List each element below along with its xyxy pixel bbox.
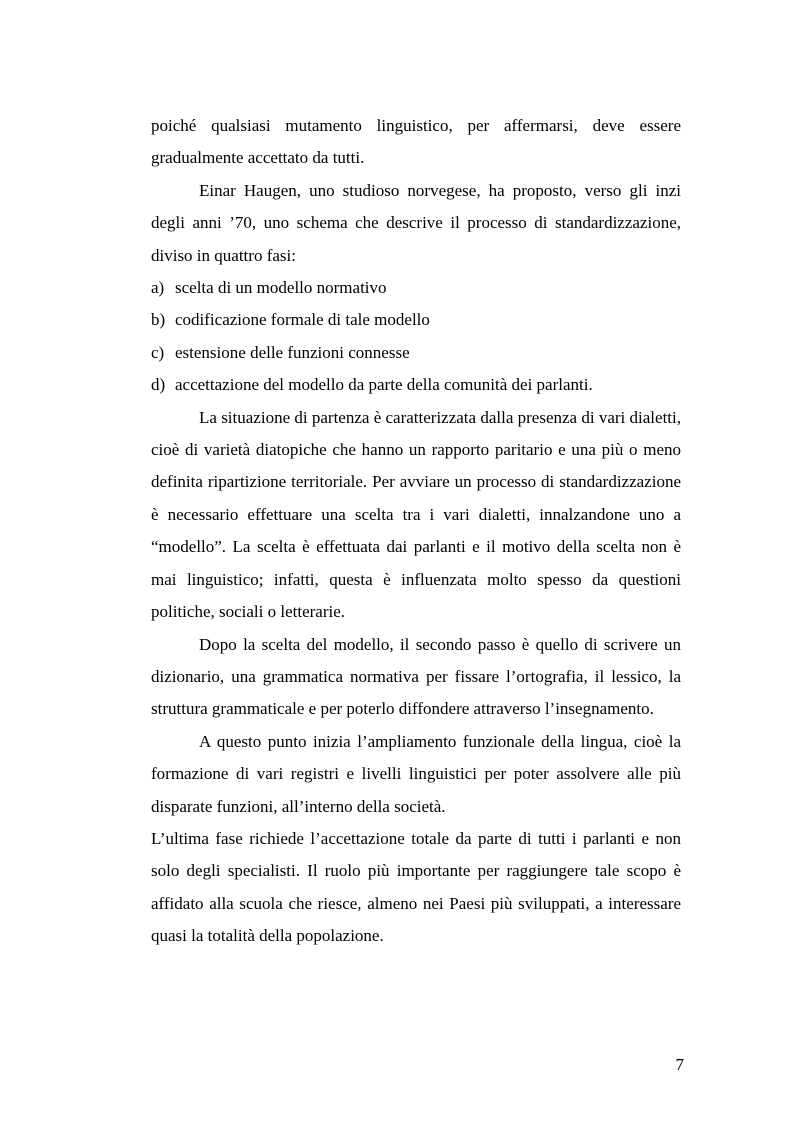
list-marker: b) [151,310,166,330]
list-item [151,272,681,304]
list-item [151,337,681,369]
paragraph-scelta-modello: Dopo la scelta del modello, il secondo passo è quello di scrivere un dizionario, una grammatica normativa per fissare l’ortografia, il lessico, la struttura grammaticale e per poterlo diffondere attraverso l’insegnamento. [151,634,681,719]
paragraph-ultima-fase: L’ultima fase richiede l’accettazione totale da parte di tutti i parlanti e non solo degli specialisti. Il ruolo più importante per raggiungere tale scopo è affidato alla scuola che riesce, almeno nei Paesi più sviluppati, a interessare quasi la totalità della popolazione. [151,828,681,946]
paragraph-ampliamento: A questo punto inizia l’ampliamento funzionale della lingua, cioè la formazione di vari registri e livelli linguistici per poter assolvere alle più disparate funzioni, all’interno della società. [151,731,681,816]
list-marker: d) [151,375,166,395]
paragraph-haugen: Einar Haugen, uno studioso norvegese, ha proposto, verso gli inzi degli anni ’70, uno schema che descrive il processo di standardizzazione, diviso in quattro fasi: [151,180,681,265]
list-item-text: estensione delle funzioni connesse [175,342,410,362]
paragraph-continuation: poiché qualsiasi mutamento linguistico, per affermarsi, deve essere gradualmente accettato da tutti. [151,116,681,168]
paragraph-situazione: La situazione di partenza è caratterizzata dalla presenza di vari dialetti, cioè di varietà diatopiche che hanno un rapporto paritario e una più o meno definita ripartizione territoriale. Per avviare un processo di standardizzazione è necessario effettuare una scelta tra i vari dialetti, innalzandone uno a “modello”. La scelta è effettuata dai parlanti e il motivo della scelta non è mai linguistico; infatti, questa è influenzata molto spesso da questioni politiche, sociali o letterarie. [151,407,681,622]
page-body [151,110,681,953]
list-item-text: codificazione formale di tale modello [175,310,430,330]
list-item-text: accettazione del modello da parte della comunità dei parlanti. [175,375,593,395]
list-item-text: scelta di un modello normativo [175,278,387,298]
phases-list [151,272,681,402]
list-marker: c) [151,342,165,362]
page-number: 7 [675,1055,684,1074]
list-marker: a) [151,278,165,298]
list-item [151,369,681,401]
list-item [151,304,681,336]
